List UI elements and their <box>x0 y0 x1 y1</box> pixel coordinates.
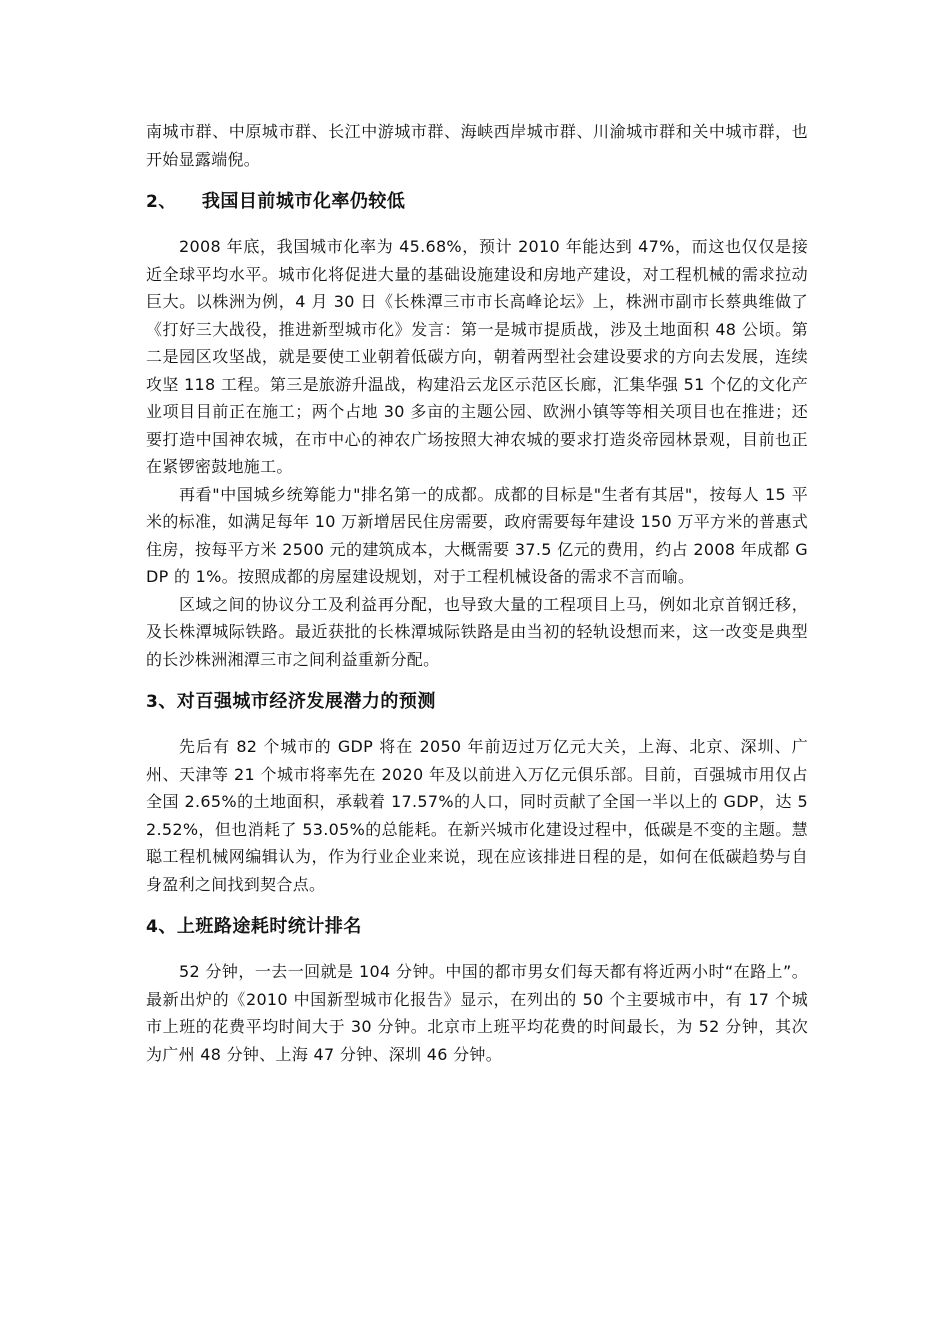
section-3-paragraph-1: 先后有 82 个城市的 GDP 将在 2050 年前迈过万亿元大关，上海、北京、深圳、广州、天津等 21 个城市将率先在 2020 年及以前进入万亿元俱乐部。目前，百强城市用仅占全国 2.65%的土地面积，承载着 17.57%的人口，同时贡献了全国一半以上的 GDP，达 52.52%，但也消耗了 53.05%的总能耗。在新兴城市化建设过程中，低碳是不变的主题。慧聪工程机械网编辑认为，作为行业企业来说，现在应该排进日程的是，如何在低碳趋势与自身盈利之间找到契合点。 <box>146 737 808 894</box>
section-2-paragraph-2: 再看"中国城乡统筹能力"排名第一的成都。成都的目标是"生者有其居"，按每人 15 平米的标准，如满足每年 10 万新增居民住房需要，政府需要每年建设 150 万平方米的普惠式住房，按每平方米 2500 元的建筑成本，大概需要 37.5 亿元的费用，约占 2008 年成都 GDP 的 1%。按照成都的房屋建设规划，对于工程机械设备的需求不言而喻。 <box>146 484 808 586</box>
section-4-number: 4 <box>146 917 159 937</box>
section-4-title: 、上班路途耗时统计排名 <box>158 916 362 937</box>
section-3-title: 、对百强城市经济发展潜力的预测 <box>158 691 436 712</box>
section-3-heading <box>146 689 808 715</box>
section-4-paragraph-1: 52 分钟，一去一回就是 104 分钟。中国的都市男女们每天都有将近两小时“在路上”。最新出炉的《2010 中国新型城市化报告》显示，在列出的 50 个主要城市中，有 17 个城市上班的花费平均时间大于 30 分钟。北京市上班平均花费的时间最长，为 52 分钟，其次为广州 48 分钟、上海 47 分钟、深圳 46 分钟。 <box>146 962 808 1064</box>
section-2-paragraph-1: 2008 年底，我国城市化率为 45.68%，预计 2010 年能达到 47%，而这也仅仅是接近全球平均水平。城市化将促进大量的基础设施建设和房地产建设，对工程机械的需求拉动巨大。以株洲为例，4 月 30 日《长株潭三市市长高峰论坛》上，株洲市副市长蔡典维做了《打好三大战役，推进新型城市化》发言：第一是城市提质战，涉及土地面积 48 公顷。第二是园区攻坚战，就是要使工业朝着低碳方向，朝着两型社会建设要求的方向去发展，连续攻坚 118 工程。第三是旅游升温战，构建沿云龙区示范区长廊，汇集华强 51 个亿的文化产业项目目前正在施工；两个占地 30 多亩的主题公园、欧洲小镇等等相关项目也在推进；还要打造中国神农城，在市中心的神农广场按照大神农城的要求打造炎帝园林景观，目前也正在紧锣密鼓地施工。 <box>146 237 808 476</box>
section-2-number: 2、 <box>146 192 176 212</box>
document-page <box>146 118 808 1068</box>
section-2-heading <box>146 189 808 215</box>
section-3-number: 3 <box>146 692 159 712</box>
intro-paragraph: 南城市群、中原城市群、长江中游城市群、海峡西岸城市群、川渝城市群和关中城市群，也开始显露端倪。 <box>146 122 808 169</box>
section-2-title: 我国目前城市化率仍较低 <box>201 191 406 212</box>
section-2-paragraph-3: 区域之间的协议分工及利益再分配，也导致大量的工程项目上马，例如北京首钢迁移，及长株潭城际铁路。最近获批的长株潭城际铁路是由当初的轻轨设想而来，这一改变是典型的长沙株洲湘潭三市之间利益重新分配。 <box>146 594 808 669</box>
section-4-heading <box>146 914 808 940</box>
